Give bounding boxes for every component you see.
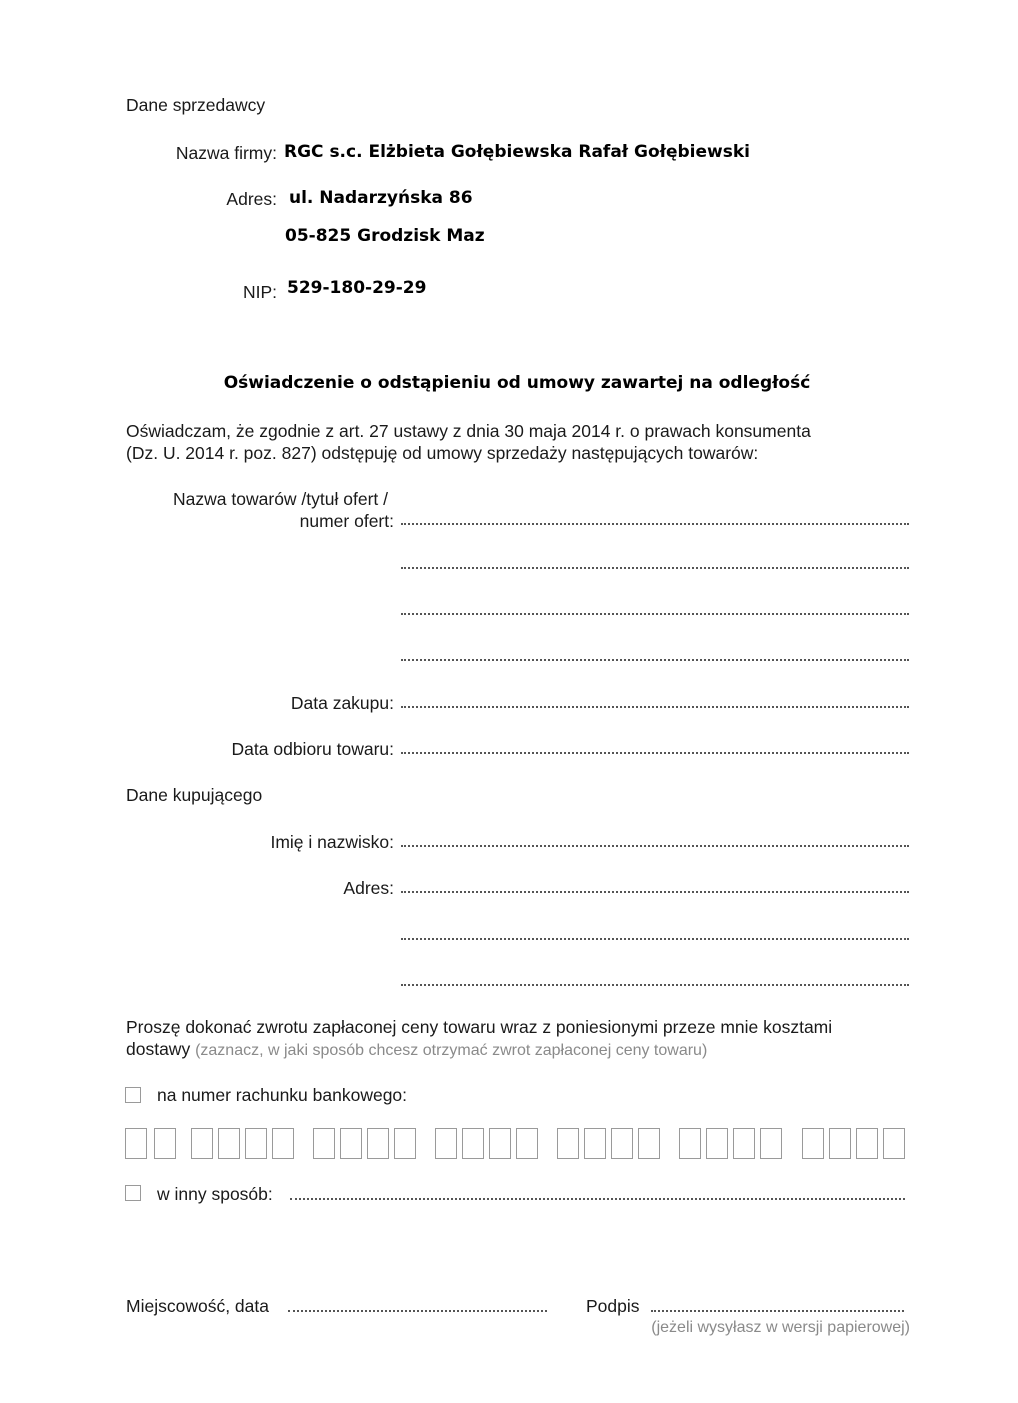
account-digit-box[interactable] — [462, 1128, 484, 1159]
intro-line-1: Oświadczam, że zgodnie z art. 27 ustawy z dnia 30 maja 2014 r. o prawach konsumenta — [126, 421, 811, 441]
account-digit-box[interactable] — [802, 1128, 824, 1159]
goods-field-2[interactable] — [401, 567, 909, 569]
goods-label-line-1: Nazwa towarów /tytuł ofert / — [173, 489, 388, 509]
account-digit-box[interactable] — [557, 1128, 579, 1159]
account-digit-box[interactable] — [272, 1128, 294, 1159]
account-digit-box[interactable] — [638, 1128, 660, 1159]
other-method-field[interactable] — [290, 1198, 905, 1200]
intro-line-2: (Dz. U. 2014 r. poz. 827) odstępuję od umowy sprzedaży następujących towarów: — [126, 443, 759, 463]
account-digit-box[interactable] — [679, 1128, 701, 1159]
signature-hint: (jeżeli wysyłasz w wersji papierowej) — [651, 1319, 910, 1336]
account-digit-box[interactable] — [733, 1128, 755, 1159]
purchase-date-field[interactable] — [401, 706, 909, 708]
purchase-date-label: Data zakupu: — [290, 693, 394, 713]
goods-label-line-2: numer ofert: — [299, 511, 394, 531]
company-label: Nazwa firmy: — [175, 143, 277, 163]
account-digit-box[interactable] — [829, 1128, 851, 1159]
account-digit-box[interactable] — [218, 1128, 240, 1159]
account-digit-box[interactable] — [367, 1128, 389, 1159]
company-value: RGC s.c. Elżbieta Gołębiewska Rafał Gołębiewski — [284, 142, 750, 162]
seller-address-line2: 05-825 Grodzisk Maz — [285, 226, 485, 246]
seller-address-line1: ul. Nadarzyńska 86 — [289, 188, 473, 208]
seller-address-label: Adres: — [226, 189, 277, 209]
account-digit-box[interactable] — [394, 1128, 416, 1159]
buyer-name-label: Imię i nazwisko: — [270, 832, 394, 852]
form-title: Oświadczenie o odstąpieniu od umowy zawartej na odległość — [223, 373, 811, 393]
account-digit-box[interactable] — [516, 1128, 538, 1159]
buyer-name-field[interactable] — [401, 845, 909, 847]
signature-label: Podpis — [586, 1296, 640, 1316]
refund-text-line-1: Proszę dokonać zwrotu zapłaconej ceny towaru wraz z poniesionymi przeze mnie kosztami — [126, 1017, 833, 1037]
buyer-address-field-2[interactable] — [401, 938, 909, 940]
refund-text-line-2: dostawy — [126, 1039, 191, 1059]
goods-field-4[interactable] — [401, 659, 909, 661]
account-digit-box[interactable] — [435, 1128, 457, 1159]
account-digit-box[interactable] — [883, 1128, 905, 1159]
account-digit-box[interactable] — [584, 1128, 606, 1159]
seller-heading: Dane sprzedawcy — [126, 95, 266, 115]
bank-account-checkbox[interactable] — [125, 1087, 141, 1103]
account-digit-box[interactable] — [154, 1128, 176, 1159]
receipt-date-label: Data odbioru towaru: — [231, 739, 394, 759]
account-digit-box[interactable] — [856, 1128, 878, 1159]
account-digit-box[interactable] — [125, 1128, 147, 1159]
receipt-date-field[interactable] — [401, 752, 909, 754]
account-digit-box[interactable] — [245, 1128, 267, 1159]
account-digit-box[interactable] — [191, 1128, 213, 1159]
account-digit-box[interactable] — [313, 1128, 335, 1159]
place-date-label: Miejscowość, data — [126, 1296, 269, 1316]
place-date-field[interactable] — [288, 1310, 547, 1312]
other-method-option-label: w inny sposób: — [157, 1184, 273, 1204]
account-digit-box[interactable] — [611, 1128, 633, 1159]
goods-field-3[interactable] — [401, 613, 909, 615]
bank-account-option-label: na numer rachunku bankowego: — [157, 1085, 408, 1105]
buyer-heading: Dane kupującego — [126, 785, 263, 805]
signature-field[interactable] — [651, 1310, 904, 1312]
refund-hint: (zaznacz, w jaki sposób chcesz otrzymać zwrot zapłaconej ceny towaru) — [195, 1042, 708, 1059]
buyer-address-field-1[interactable] — [401, 891, 909, 893]
nip-value: 529-180-29-29 — [287, 278, 427, 298]
account-digit-box[interactable] — [340, 1128, 362, 1159]
account-digit-box[interactable] — [760, 1128, 782, 1159]
buyer-address-label: Adres: — [343, 878, 394, 898]
account-digit-box[interactable] — [489, 1128, 511, 1159]
nip-label: NIP: — [242, 282, 277, 302]
account-digit-box[interactable] — [706, 1128, 728, 1159]
other-method-checkbox[interactable] — [125, 1185, 141, 1201]
goods-field-1[interactable] — [401, 523, 909, 525]
buyer-address-field-3[interactable] — [401, 984, 909, 986]
